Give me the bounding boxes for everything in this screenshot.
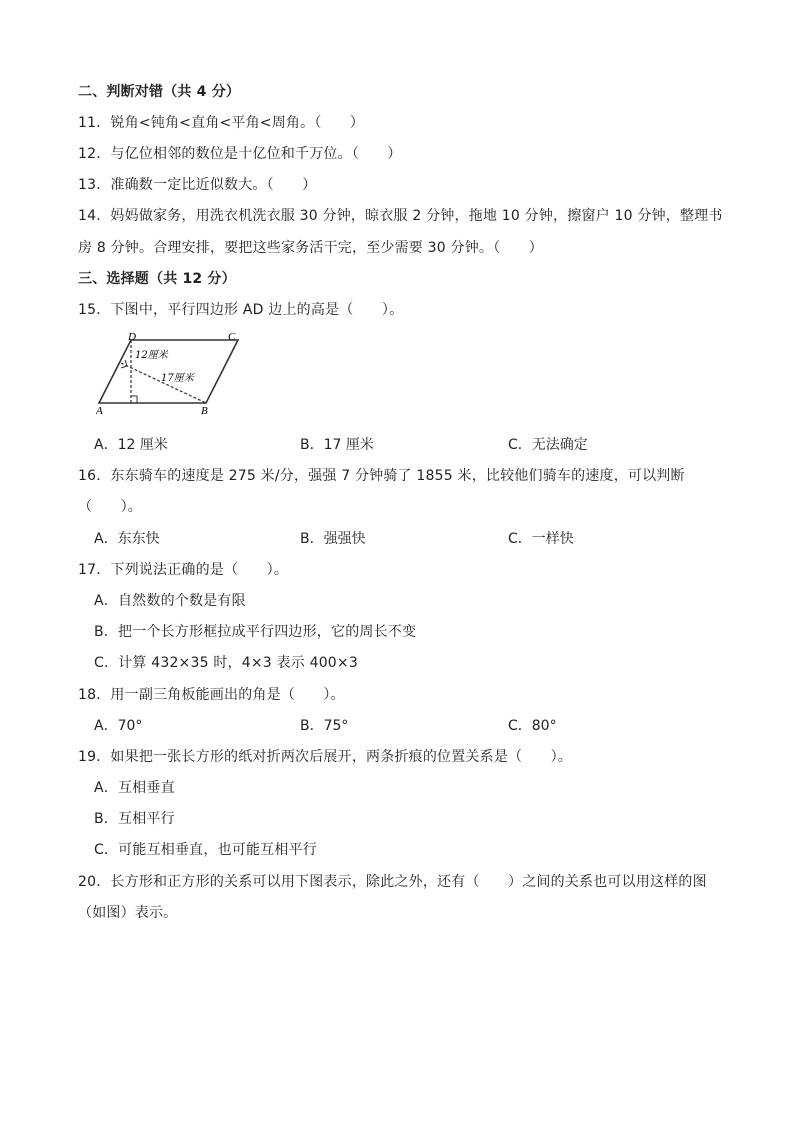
question-17-option-b: B．把一个长方形框拉成平行四边形，它的周长不变 bbox=[94, 624, 417, 640]
question-14-line-2: 房 8 分钟。合理安排，要把这些家务活干完，至少需要 30 分钟。（ ） bbox=[78, 240, 543, 256]
parallelogram-shape bbox=[99, 340, 238, 403]
label-c: C bbox=[228, 333, 236, 343]
question-20-line-2: （如图）表示。 bbox=[78, 905, 178, 921]
question-20-line-1: 20．长方形和正方形的关系可以用下图表示，除此之外，还有（ ）之间的关系也可以用这样的图 bbox=[78, 874, 707, 890]
question-19-option-a: A．互相垂直 bbox=[94, 780, 175, 796]
question-17-stem: 17．下列说法正确的是（ ）。 bbox=[78, 562, 289, 578]
question-16-line-2: （ ）。 bbox=[78, 499, 142, 515]
question-16-line-1: 16．东东骑车的速度是 275 米/分，强强 7 分钟骑了 1855 米，比较他们骑车的速度，可以判断 bbox=[78, 468, 685, 484]
label-12cm: 12厘米 bbox=[135, 350, 168, 361]
label-a: A bbox=[96, 405, 103, 417]
question-11: 11．锐角<钝角<直角<平角<周角。（ ） bbox=[78, 115, 365, 131]
label-b: B bbox=[201, 405, 208, 417]
question-19-option-c: C．可能互相垂直，也可能互相平行 bbox=[94, 842, 317, 858]
question-12: 12．与亿位相邻的数位是十亿位和千万位。（ ） bbox=[78, 146, 402, 162]
right-angle-mark-ab bbox=[131, 396, 137, 403]
label-d: D bbox=[128, 333, 136, 343]
parallelogram-figure bbox=[96, 333, 246, 418]
question-17-option-c: C．计算 432×35 时，4×3 表示 400×3 bbox=[94, 655, 358, 671]
question-19-stem: 19．如果把一张长方形的纸对折两次后展开，两条折痕的位置关系是（ ）。 bbox=[78, 749, 573, 765]
question-16-option-a: A．东东快 bbox=[94, 531, 160, 547]
question-19-option-b: B．互相平行 bbox=[94, 811, 175, 827]
section-3-title: 三、选择题（共 12 分） bbox=[78, 271, 236, 287]
question-14-line-1: 14．妈妈做家务，用洗衣机洗衣服 30 分钟，晾衣服 2 分钟，拖地 10 分钟，擦窗户 10 分钟，整理书 bbox=[78, 208, 723, 224]
question-16-option-c: C．一样快 bbox=[508, 531, 574, 547]
question-15-option-b: B．17 厘米 bbox=[300, 437, 374, 453]
question-15-stem: 15．下图中，平行四边形 AD 边上的高是（ ）。 bbox=[78, 302, 404, 318]
question-18-option-b: B．75° bbox=[300, 718, 349, 734]
question-16-option-b: B．强强快 bbox=[300, 531, 366, 547]
question-17-option-a: A．自然数的个数是有限 bbox=[94, 593, 246, 609]
question-15-option-a: A．12 厘米 bbox=[94, 437, 168, 453]
label-17cm: 17厘米 bbox=[161, 373, 194, 384]
question-18-option-a: A．70° bbox=[94, 718, 143, 734]
question-15-option-c: C．无法确定 bbox=[508, 437, 588, 453]
section-2-title: 二、判断对错（共 4 分） bbox=[78, 84, 241, 100]
question-18-option-c: C．80° bbox=[508, 718, 557, 734]
question-13: 13．准确数一定比近似数大。（ ） bbox=[78, 177, 317, 193]
question-18-stem: 18．用一副三角板能画出的角是（ ）。 bbox=[78, 687, 345, 703]
